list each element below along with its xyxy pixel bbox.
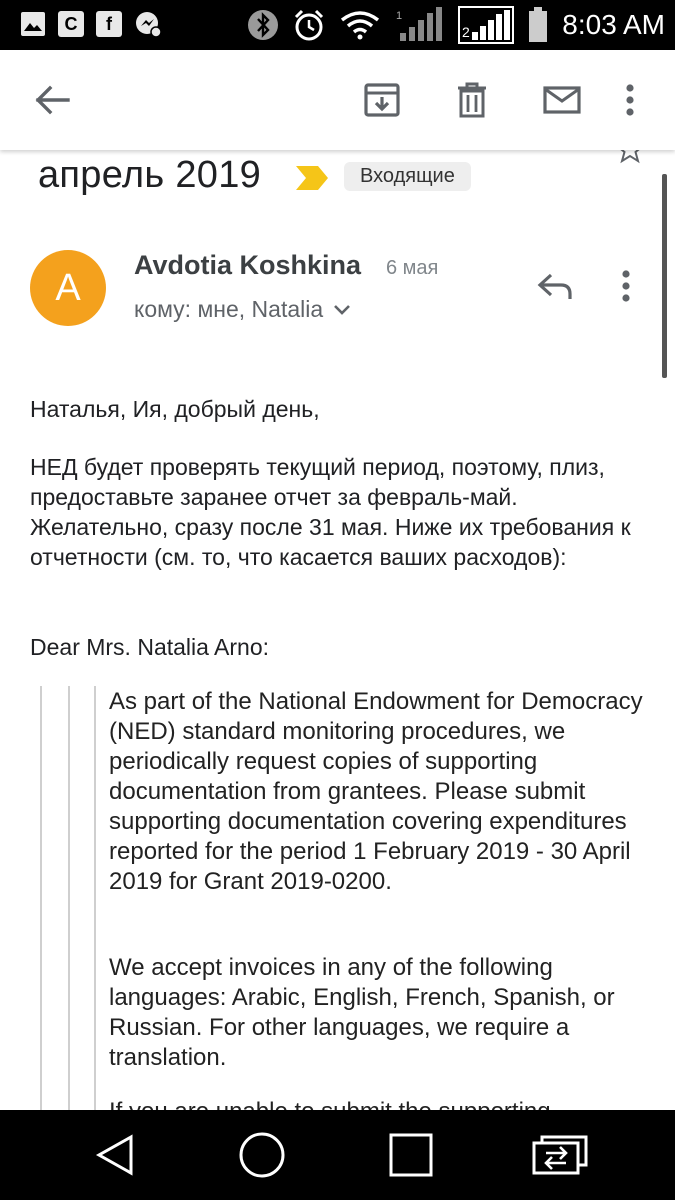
quote-line — [94, 686, 96, 1116]
wifi-icon — [340, 10, 380, 40]
nav-back-icon — [93, 1133, 137, 1177]
email-content — [0, 150, 675, 1110]
mail-icon — [543, 86, 581, 114]
delete-button[interactable] — [448, 76, 496, 124]
scrollbar[interactable] — [662, 174, 667, 378]
quoted-paragraph: As part of the National Endowment for Democracy (NED) standard monitoring procedures, we periodically request copies of supporting documentation from grantees. Please submit supporting documentation covering expenditures reported for the period 1 February 2019 - 30 April 2019 for Grant 2019-0200. — [109, 688, 643, 895]
messenger-icon — [134, 10, 162, 38]
archive-button[interactable] — [358, 76, 406, 124]
nav-recents-button[interactable] — [381, 1130, 441, 1180]
bluetooth-icon — [248, 8, 278, 42]
archive-icon — [364, 83, 400, 117]
recipients-text: кому: мне, Natalia — [134, 296, 324, 322]
c-app-icon: C — [58, 11, 84, 37]
home-circle-icon — [238, 1131, 286, 1179]
salutation-text: Dear Mrs. Natalia Arno: — [30, 634, 270, 660]
more-vert-icon — [621, 270, 631, 302]
nav-back-button[interactable] — [85, 1130, 145, 1180]
message-more-button[interactable] — [606, 264, 646, 308]
email-date: 6 мая — [386, 257, 439, 279]
body-paragraph: НЕД будет проверять текущий период, поэтому, плиз, предоставьте заранее отчет за февраль-май. Желательно, сразу после 31 мая. Ниже их требования к отчетности (см. то, что касается ваших расходов): — [30, 454, 631, 570]
facebook-icon: f — [96, 11, 122, 37]
quote-line — [40, 686, 42, 1116]
back-arrow-icon — [34, 85, 70, 115]
quote-line — [68, 686, 70, 1116]
trash-icon — [456, 82, 488, 118]
avatar[interactable]: A — [30, 250, 106, 326]
nav-switch-button[interactable] — [530, 1130, 590, 1180]
switch-apps-icon — [532, 1135, 588, 1175]
svg-text:1: 1 — [396, 10, 403, 22]
alarm-icon — [292, 8, 326, 42]
recipients-toggle[interactable] — [134, 296, 351, 323]
navigation-bar — [0, 1110, 675, 1200]
more-options-button[interactable] — [606, 76, 654, 124]
app-bar — [0, 50, 675, 150]
reply-button[interactable] — [530, 266, 580, 306]
recents-square-icon — [389, 1133, 433, 1177]
signal-2-icon — [458, 6, 514, 44]
email-subject: апрель 2019 — [38, 154, 262, 196]
signal-1-icon — [394, 7, 444, 43]
clock: 8:03 AM — [562, 9, 665, 40]
reply-icon — [537, 272, 573, 300]
svg-text:2: 2 — [462, 24, 471, 40]
quoted-paragraph: We accept invoices in any of the following languages: Arabic, English, French, Spanish, or Russian. For other languages, we require a translation. — [109, 954, 615, 1071]
sender-name[interactable]: Avdotia Koshkina — [134, 250, 362, 280]
back-button[interactable] — [28, 76, 76, 124]
important-marker-icon[interactable] — [296, 166, 330, 190]
more-vert-icon — [625, 84, 635, 116]
greeting-text: Наталья, Ия, добрый день, — [30, 396, 320, 422]
status-bar — [0, 0, 675, 50]
image-notification-icon — [20, 11, 46, 37]
battery-icon — [528, 7, 548, 43]
nav-home-button[interactable] — [232, 1130, 292, 1180]
inbox-label-chip[interactable]: Входящие — [344, 162, 471, 191]
chevron-down-icon — [333, 304, 351, 316]
mark-unread-button[interactable] — [538, 76, 586, 124]
